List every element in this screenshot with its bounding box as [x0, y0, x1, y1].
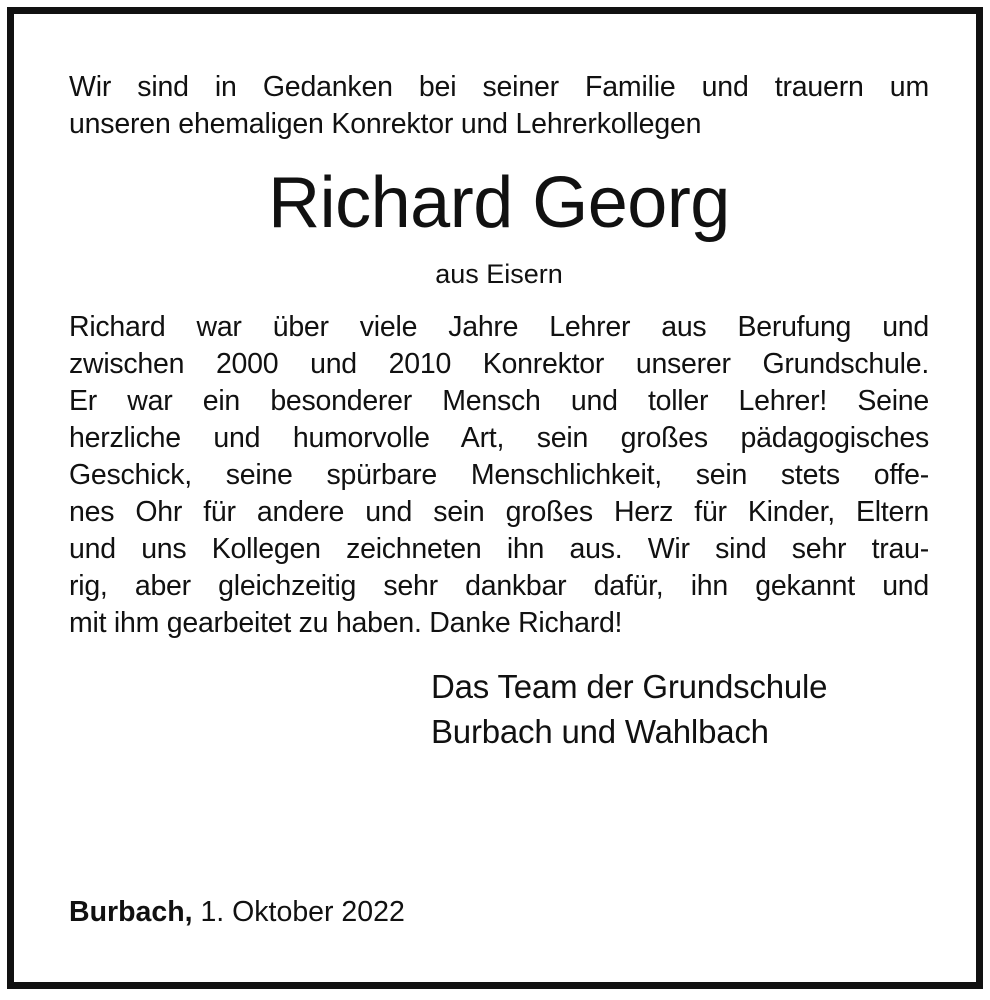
signature: [431, 664, 929, 754]
intro-line-2: unseren ehemaligen Konrektor und Lehrerkollegen: [69, 108, 702, 140]
intro-line-1: Wir sind in Gedanken bei seiner Familie und trauern um: [69, 71, 929, 103]
tribute-line: Er war ein besonderer Mensch und toller Lehrer! Seine: [69, 385, 929, 417]
dateline: [69, 894, 405, 930]
tribute-line: herzliche und humorvolle Art, sein großes pädagogisches: [69, 422, 929, 454]
tribute-line: rig, aber gleichzeitig sehr dankbar dafür, ihn gekannt und: [69, 570, 929, 602]
tribute-line: Richard war über viele Jahre Lehrer aus Berufung und: [69, 311, 929, 343]
tribute-line: zwischen 2000 und 2010 Konrektor unserer Grundschule.: [69, 348, 929, 380]
tribute-text: [69, 309, 929, 642]
tribute-line: mit ihm gearbeitet zu haben. Danke Richard!: [69, 607, 623, 639]
tribute-line: Geschick, seine spürbare Menschlichkeit, sein stets offe-: [69, 459, 929, 491]
tribute-line: und uns Kollegen zeichneten ihn aus. Wir sind sehr trau-: [69, 533, 929, 565]
tribute-line: nes Ohr für andere und sein großes Herz für Kinder, Eltern: [69, 496, 929, 528]
signature-line-2: Burbach und Wahlbach: [431, 713, 769, 750]
dateline-place: Burbach,: [69, 896, 193, 928]
obituary-notice: [7, 7, 983, 989]
notice-content: [69, 69, 929, 754]
intro-text: [69, 69, 929, 143]
deceased-name: Richard Georg: [268, 163, 730, 243]
deceased-origin: aus Eisern: [435, 259, 563, 289]
dateline-date: 1. Oktober 2022: [200, 896, 405, 928]
signature-line-1: Das Team der Grundschule: [431, 668, 828, 705]
